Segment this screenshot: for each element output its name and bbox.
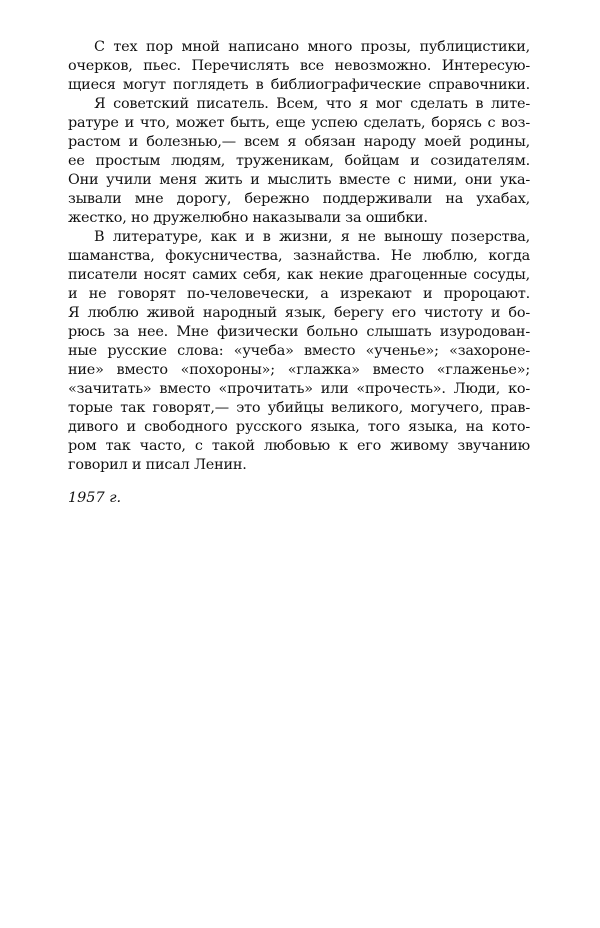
date-signature: 1957 г. [68, 490, 122, 506]
text-line: Я советский писатель. Всем, что я мог сделать в лите- [94, 96, 530, 112]
text-line: очерков, пьес. Перечислять все невозможно. Интересую- [68, 58, 530, 74]
text-line: торые так говорят,— это убийцы великого, могучего, прав- [68, 400, 530, 416]
text-line: Они учили меня жить и мыслить вместе с ними, они ука- [68, 172, 530, 188]
text-line: С тех пор мной написано много прозы, публицистики, [94, 39, 530, 55]
text-line: ее простым людям, труженикам, бойцам и созидателям. [68, 153, 530, 169]
text-line: и не говорят по-человечески, а изрекают и пророцают. [68, 286, 530, 302]
text-line: зывали мне дорогу, бережно поддерживали на ухабах, [68, 191, 530, 207]
text-line: В литературе, как и в жизни, я не выношу позерства, [94, 229, 530, 245]
text-line: «зачитать» вместо «прочитать» или «прочесть». Люди, ко- [68, 381, 530, 397]
text-line: рюсь за нее. Мне физически больно слышать изуродован- [68, 324, 530, 340]
text-line: писатели носят самих себя, как некие драгоценные сосуды, [68, 267, 530, 283]
paragraph-3 [68, 228, 530, 475]
text-line: жестко, но дружелюбно наказывали за ошибки. [68, 210, 428, 226]
paragraph-1 [68, 38, 530, 95]
text-line: говорил и писал Ленин. [68, 457, 247, 473]
paragraph-2 [68, 95, 530, 228]
text-line: ратуре и что, может быть, еще успею сделать, борясь с воз- [68, 115, 530, 131]
page-body [68, 38, 530, 508]
text-line: ние» вместо «похороны»; «глажка» вместо «глаженье»; [68, 362, 530, 378]
text-line: дивого и свободного русского языка, того языка, на кото- [68, 419, 530, 435]
text-line: ные русские слова: «учеба» вместо «ученье»; «захороне- [68, 343, 530, 359]
text-line: щиеся могут поглядеть в библиографические справочники. [68, 77, 530, 93]
text-line: шаманства, фокусничества, зазнайства. Не люблю, когда [68, 248, 530, 264]
text-line: Я люблю живой народный язык, берегу его чистоту и бо- [68, 305, 530, 321]
text-line: растом и болезнью,— всем я обязан народу моей родины, [68, 134, 530, 150]
text-line: ром так часто, с такой любовью к его живому звучанию [68, 438, 530, 454]
